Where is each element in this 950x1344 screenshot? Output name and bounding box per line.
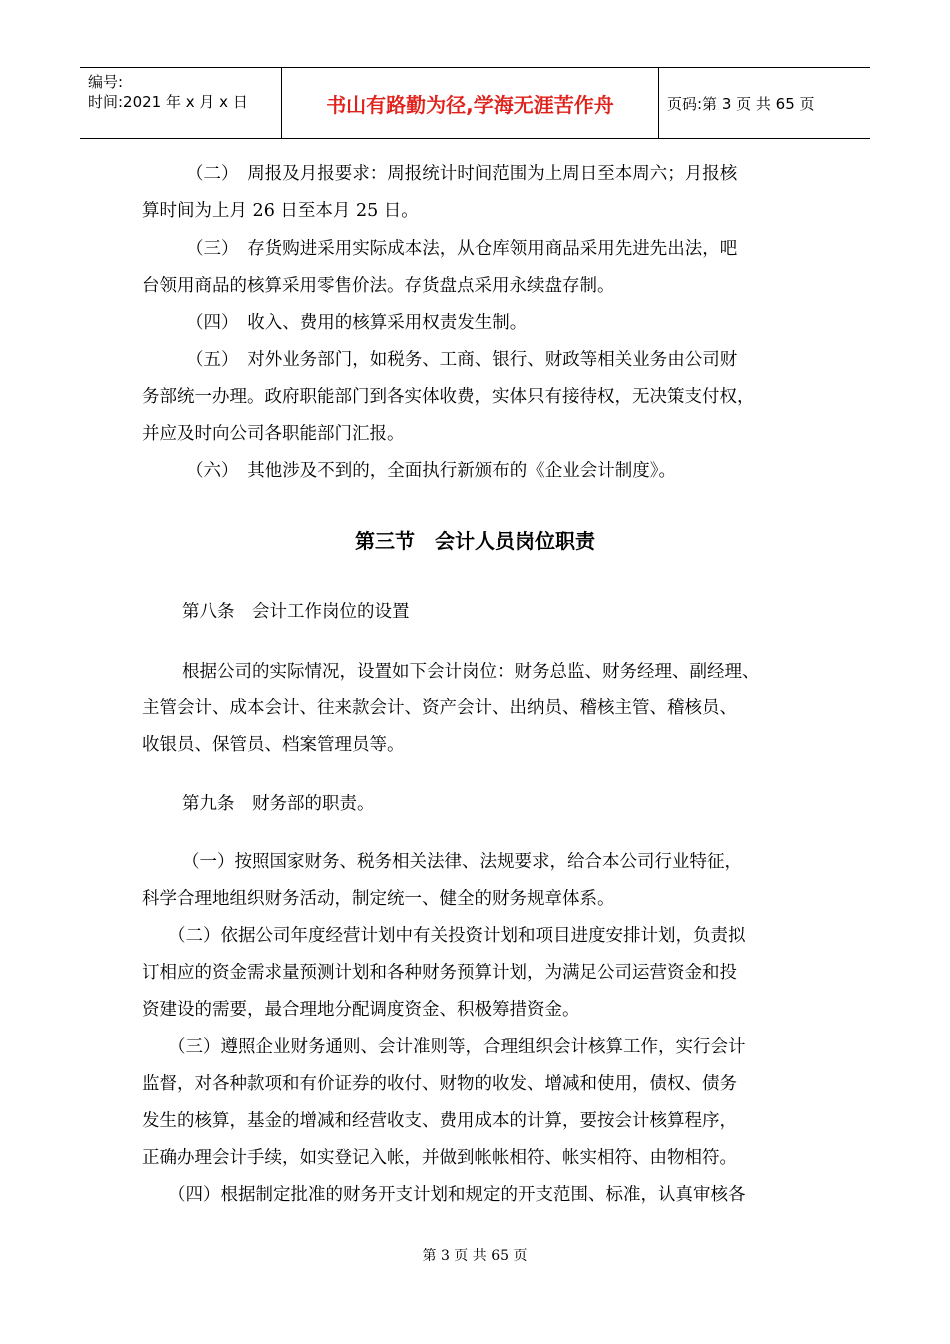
paragraph-line: 正确办理会计手续，如实登记入帐，并做到帐帐相符、帐实相符、由物相符。 [142, 1148, 737, 1168]
paragraph-line: 科学合理地组织财务活动，制定统一、健全的财务规章体系。 [142, 889, 615, 909]
motto: 书山有路勤为径,学海无涯苦作舟 [282, 68, 659, 138]
article-heading: 第八条 会计工作岗位的设置 [182, 602, 410, 622]
page-code: 页码:第 3 页 共 65 页 [667, 94, 815, 113]
paragraph-line: （三）遵照企业财务通则、会计准则等，合理组织会计核算工作，实行会计 [168, 1037, 746, 1057]
paragraph-line: 监督，对各种款项和有价证券的收付、财物的收发、增减和使用，债权、债务 [142, 1074, 737, 1094]
paragraph-line: 根据公司的实际情况，设置如下会计岗位：财务总监、财务经理、副经理、 [182, 662, 760, 682]
paragraph-line: 并应及时向公司各职能部门汇报。 [142, 424, 405, 444]
paragraph-line: 收银员、保管员、档案管理员等。 [142, 735, 405, 755]
time-label: 时间:2021 年 x 月 x 日 [88, 93, 248, 111]
paragraph-line: （六） 其他涉及不到的，全面执行新颁布的《企业会计制度》。 [186, 461, 676, 481]
paragraph-line: 台领用商品的核算采用零售价法。存货盘点采用永续盘存制。 [142, 276, 615, 296]
paragraph-line: 务部统一办理。政府职能部门到各实体收费，实体只有接待权，无决策支付权， [142, 387, 755, 407]
paragraph-line: （四）根据制定批准的财务开支计划和规定的开支范围、标准，认真审核各 [168, 1185, 746, 1205]
paragraph-line: （三） 存货购进采用实际成本法，从仓库领用商品采用先进先出法，吧 [186, 239, 738, 259]
article-heading: 第九条 财务部的职责。 [182, 794, 375, 814]
paragraph-line: （一）按照国家财务、税务相关法律、法规要求，给合本公司行业特征， [182, 852, 742, 872]
paragraph-line: 发生的核算，基金的增减和经营收支、费用成本的计算，要按会计核算程序， [142, 1111, 737, 1131]
paragraph-line: （五） 对外业务部门，如税务、工商、银行、财政等相关业务由公司财 [186, 350, 738, 370]
paragraph-line: 主管会计、成本会计、往来款会计、资产会计、出纳员、稽核主管、稽核员、 [142, 698, 737, 718]
paragraph-line: （二）依据公司年度经营计划中有关投资计划和项目进度安排计划，负责拟 [168, 926, 746, 946]
paragraph-line: （二） 周报及月报要求：周报统计时间范围为上周日至本周六；月报核 [186, 164, 738, 184]
header-info [80, 68, 282, 138]
number-label: 编号: [88, 73, 124, 91]
section-title: 第三节 会计人员岗位职责 [355, 529, 595, 553]
page-header [80, 67, 870, 139]
page-footer: 第 3 页 共 65 页 [422, 1248, 528, 1264]
paragraph-line: 资建设的需要，最合理地分配调度资金、积极筹措资金。 [142, 1000, 580, 1020]
paragraph-line: 算时间为上月 26 日至本月 25 日。 [142, 201, 419, 221]
paragraph-line: 订相应的资金需求量预测计划和各种财务预算计划，为满足公司运营资金和投 [142, 963, 737, 983]
paragraph-line: （四） 收入、费用的核算采用权责发生制。 [186, 313, 528, 333]
